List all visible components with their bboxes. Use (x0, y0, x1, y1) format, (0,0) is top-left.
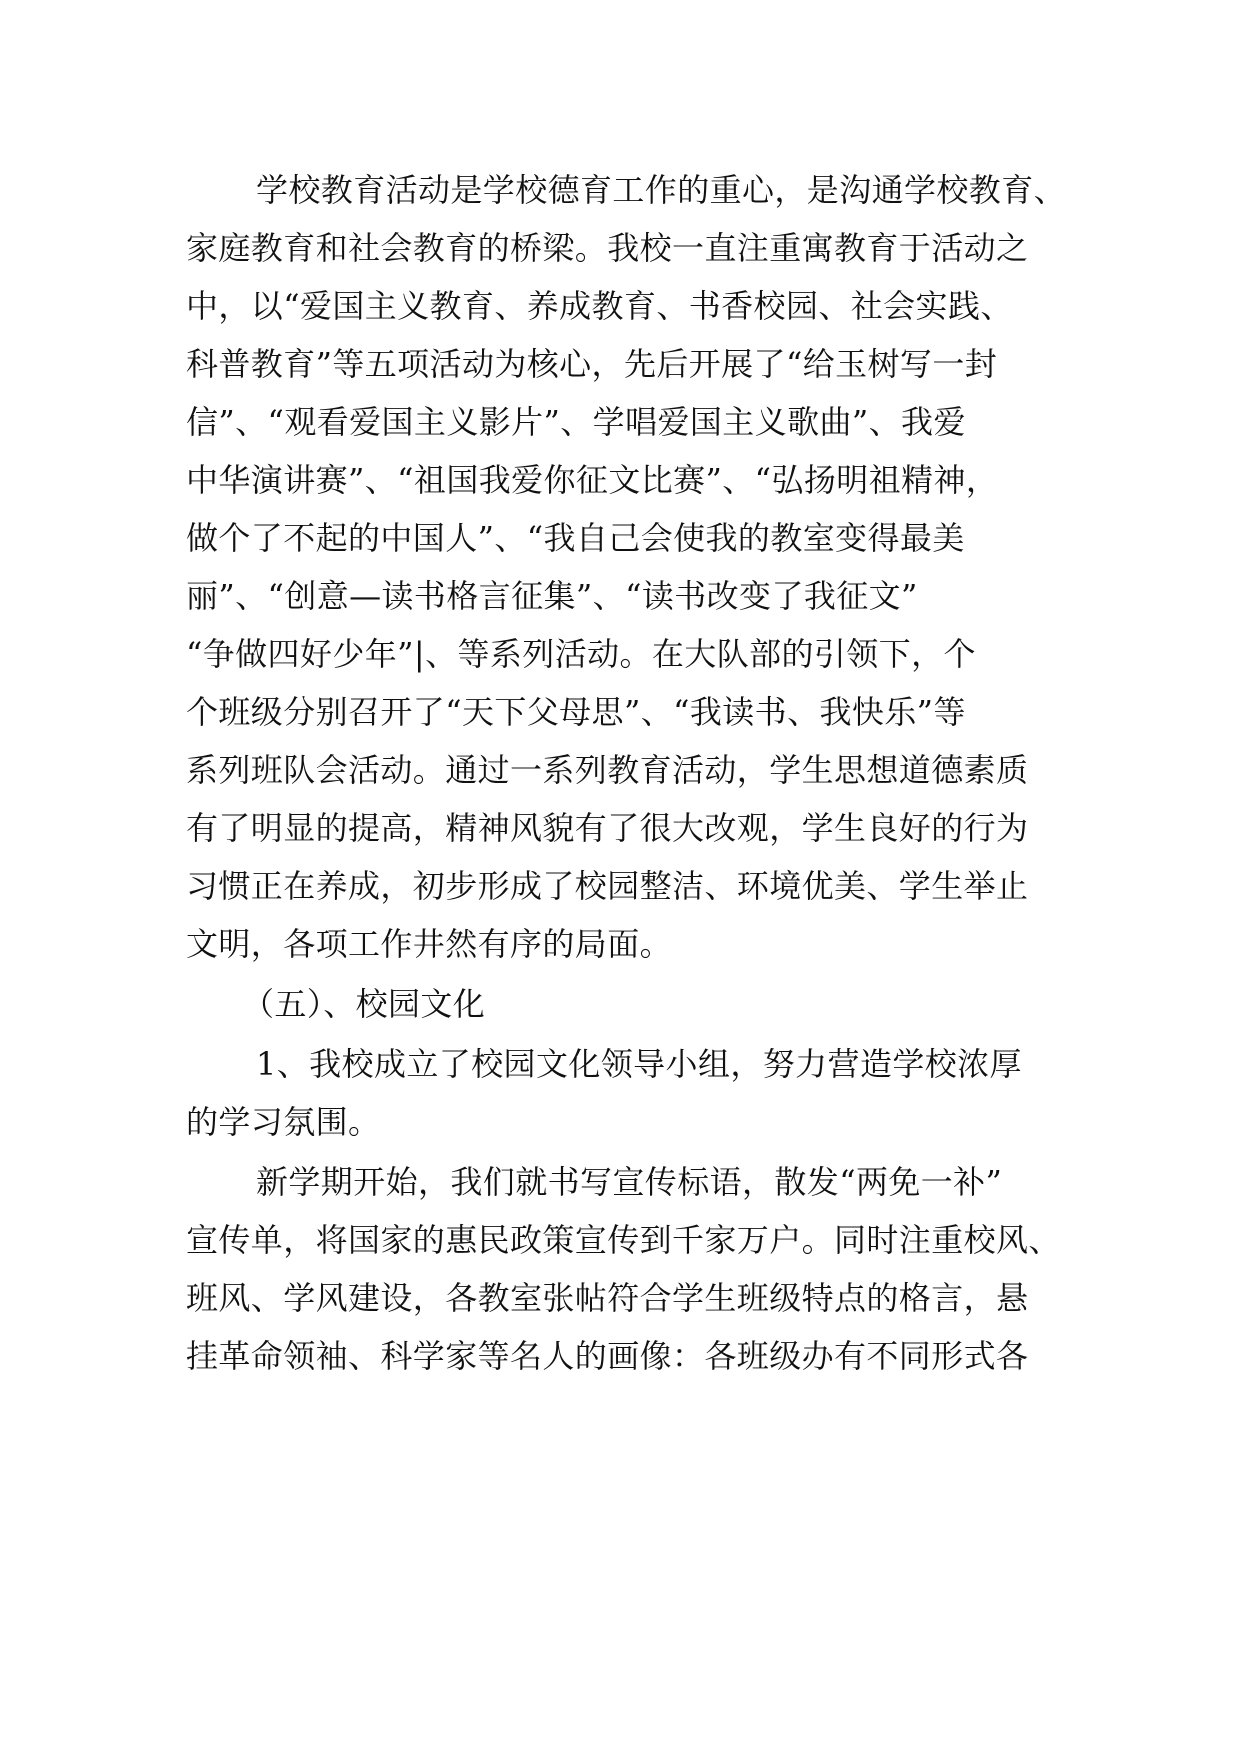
paragraph-line: 新学期开始，我们就书写宣传标语，散发“两免一补” (256, 1163, 1003, 1201)
paragraph-line: 个班级分别召开了“天下父母思”、“我读书、我快乐”等 (186, 693, 966, 731)
paragraph-line: 文明，各项工作井然有序的局面。 (186, 925, 673, 963)
paragraph-line: 信”、“观看爱国主义影片”、学唱爱国主义歌曲”、我爱 (186, 403, 966, 441)
paragraph-line: “争做四好少年”|、等系列活动。在大队部的引领下，个 (186, 635, 976, 673)
paragraph-line: 科普教育”等五项活动为核心，先后开展了“给玉树写一封 (186, 345, 998, 383)
paragraph-line: 中华演讲赛”、“祖国我爱你征文比赛”、“弘扬明祖精神， (186, 461, 999, 499)
paragraph-line: 家庭教育和社会教育的桥梁。我校一直注重寓教育于活动之 (186, 229, 1029, 267)
paragraph-line: 学校教育活动是学校德育工作的重心，是沟通学校教育、 (256, 171, 1067, 209)
paragraph-line: 班风、学风建设，各教室张帖符合学生班级特点的格言，悬 (186, 1279, 1029, 1317)
paragraph-line: 习惯正在养成，初步形成了校园整洁、环境优美、学生举止 (186, 867, 1029, 905)
paragraph-line: 宣传单，将国家的惠民政策宣传到千家万户。同时注重校风、 (186, 1221, 1061, 1259)
paragraph-line: 1、我校成立了校园文化领导小组，努力营造学校浓厚 (256, 1045, 1022, 1083)
paragraph-line: 挂革命领袖、科学家等名人的画像：各班级办有不同形式各 (186, 1337, 1029, 1375)
paragraph-line: 丽”、“创意—读书格言征集”、“读书改变了我征文” (186, 577, 918, 615)
paragraph-line: 做个了不起的中国人”、“我自己会使我的教室变得最美 (186, 519, 965, 557)
paragraph-line: 系列班队会活动。通过一系列教育活动，学生思想道德素质 (186, 751, 1029, 789)
paragraph-line: 的学习氛围。 (186, 1103, 381, 1141)
paragraph-line: 中，以“爱国主义教育、养成教育、书香校园、社会实践、 (186, 287, 1013, 325)
section-heading: （五）、校园文化 (242, 985, 486, 1023)
paragraph-line: 有了明显的提高，精神风貌有了很大改观，学生良好的行为 (186, 809, 1029, 847)
